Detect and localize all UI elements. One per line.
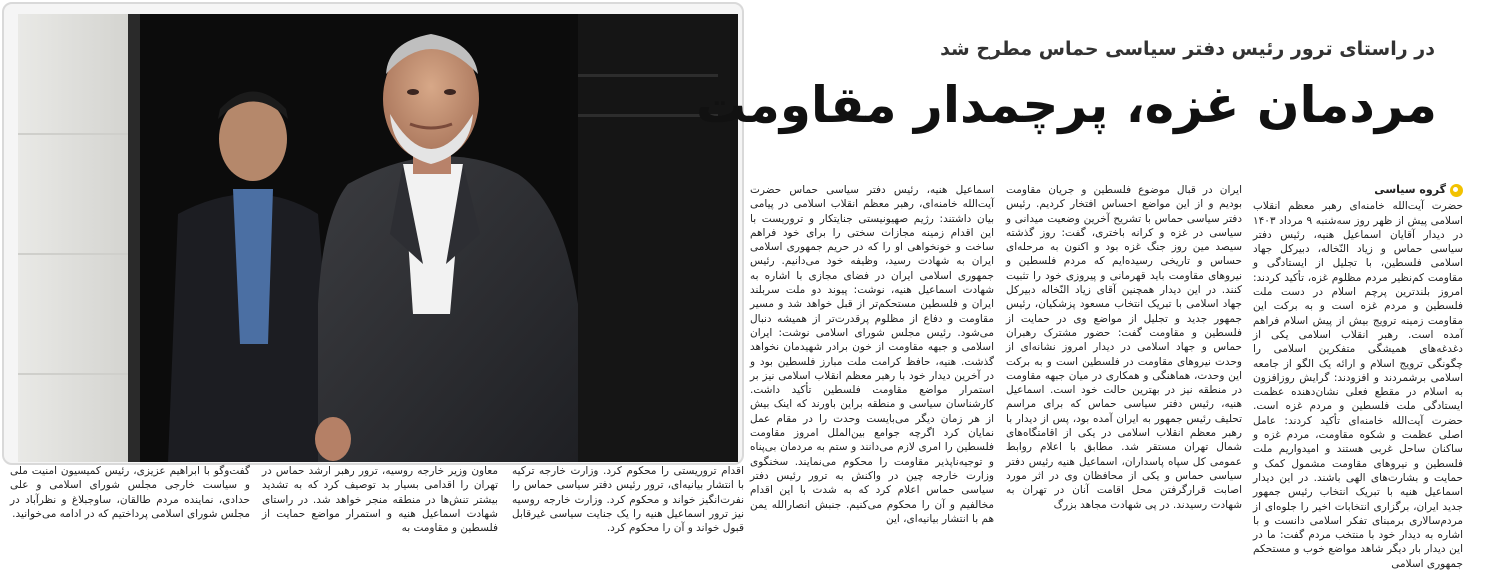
column-3-text: اسماعیل هنیه، رئیس دفتر سیاسی حماس حضرت آیت‌الله خامنه‌ای، رهبر معظم انقلاب اسلامی در پیامی بیان داشتند: رژیم صهیونیستی جنایتکار و تروریست با این اقدام زمینه مجازات سختی را برای خود فراهم ساخت و خونخواهی او را که در حریم جمهوری اسلامی ایران به شهادت رسید، وظیفه خود می‌دانیم. رئیس جمهوری اسلامی ایران در فضای مجازی با اشاره به شهادت اسماعیل هنیه، نوشت: پیوند دو ملت سربلند ایران و فلسطین مستحکم‌تر از قبل خواهد شد و مسیر مقاومت و دفاع از مظلوم پرقدرت‌تر از همیشه دنبال می‌شود. رئیس مجلس شورای اسلامی نوشت: ایران اسلامی و جبهه مقاومت از خون برادر شهیدمان نخواهد گذشت. هنیه، حافظ کرامت ملت مبارز فلسطین بود و در آخرین دیدار خود با رهبر معظم انقلاب اسلامی نیز بر استمرار مواضع مقاومت فلسطین تأکید داشت. کارشناسان سیاسی و منطقه براین باورند که اینک بیش از هر زمان دیگر می‌بایست وحدت را در مقام عمل نمایان کرد اگرچه جوامع بین‌الملل امروز مقاومت فلسطین را امری لازم می‌دانند و ستم به مردمان بی‌پناه و توجیه‌ناپذیر مقاومت را محکوم می‌نمایند. سخنگوی وزارت خارجه چین در واکنش به ترور رئیس دفتر سیاسی حماس اعلام کرد که به شدت با این اقدام مخالفیم و آن را محکوم می‌کنیم. جنبش انصارالله یمن هم با انتشار بیانیه‌ای، این bbox=[750, 184, 994, 525]
column-1-text: حضرت آیت‌الله خامنه‌ای رهبر معظم انقلاب اسلامی پیش از ظهر روز سه‌شنبه ۹ مرداد ۱۴۰۳ در دیدار آقایان اسماعیل هنیه، رئیس دفتر سیاسی حماس و زیاد النّخاله، دبیرکل جهاد اسلامی فلسطین، با تجلیل از ایستادگی و مقاومت کم‌نظیر مردم مظلوم غزه، تأکید کردند: امروز بلندترین پرچم اسلام در دست ملت فلسطین و مردم غزه است و به برکت این مقاومت زمینه ترویج بیش از پیش اسلام فراهم آمده است. رهبر انقلاب اسلامی یکی از دغدغه‌های همیشگی متفکرین اسلامی را چگونگی ترویج اسلام و ارائه یک الگو از جامعه اسلامی برشمردند و افزودند: گرایش روزافزون به اسلام در مقطع فعلی نشان‌دهنده عظمت ایستادگی ملت فلسطین و مردم غزه است. حضرت آیت‌الله خامنه‌ای تأکید کردند: عامل اصلی عظمت و شکوه مقاومت، مردم غزه و ساکنان ساحل غربی هستند و امیدواریم ملت فلسطین و نیروهای مقاومت مشمول کمک و حمایت و بشارت‌های الهی باشند. در این دیدار اسماعیل هنیه با تبریک انتخاب رئیس جمهور جدید ایران، برگزاری انتخابات اخیر را جلوه‌ای از مردم‌سالاری برمبنای تفکر اسلامی دانست و با اشاره به دیدار خود با منتخب مردم گفت: ما در این دیدار بار دیگر شاهد مواضع خوب و مستحکم جمهوری اسلامی bbox=[1253, 200, 1463, 570]
column-2-text: ایران در قبال موضوع فلسطین و جریان مقاومت بودیم و از این مواضع احساس افتخار کردیم. رئیس دفتر سیاسی حماس با تشریح آخرین وضعیت میدانی و سیاسی در غزه و کرانه باختری، گفت: روز گذشته سیصد مین روز جنگ غزه بود و اکنون به مرحله‌ای حساس و تاریخی رسیده‌ایم که مردم فلسطین و نیروهای مقاومت باید قهرمانی و پیروزی خود را تثبیت کنند. در این دیدار همچنین آقای زیاد النّخاله دبیرکل جهاد اسلامی با تبریک انتخاب مسعود پزشکیان، رئیس جمهور جدید و تجلیل از مواضع وی در حمایت از فلسطین و مقاومت گفت: حضور مشترک رهبران حماس و جهاد اسلامی در دیدار امروز نشانه‌ای از وحدت نیروهای مقاومت در فلسطین است و به برکت این وحدت، هماهنگی و همکاری در میان جبهه مقاومت در منطقه نیز در بهترین حالت خود است. اسماعیل هنیه، رئیس دفتر سیاسی حماس که برای مراسم تحلیف رئیس جمهور به ایران آمده بود، پس از دیدار با رهبر معظم انقلاب اسلامی در یکی از اقامتگاه‌های شمال تهران مستقر شد. مطابق با اعلام روابط عمومی کل سپاه پاسداران، اسماعیل هنیه رئیس دفتر سیاسی حماس و یکی از محافظان وی در اثر مورد اصابت قرارگرفتن محل اقامت آنان در تهران به شهادت رسیدند. در پی شهادت مجاهد بزرگ bbox=[1006, 184, 1242, 511]
article-photo bbox=[18, 14, 738, 462]
bottom-column-2: معاون وزیر خارجه روسیه، ترور رهبر ارشد حماس در تهران را اقدامی بسیار بد توصیف کرد که به تشدید بیشتر تنش‌ها در منطقه منجر خواهد شد. در راستای شهادت اسماعیل هنیه و استمرار مواضع حمایت از فلسطین و مقاومت به bbox=[262, 465, 498, 535]
article-column-2 bbox=[1006, 183, 1242, 549]
article-kicker: در راستای ترور رئیس دفتر سیاسی حماس مطرح شد bbox=[940, 38, 1435, 60]
byline bbox=[1253, 183, 1463, 197]
byline-text: گروه سیاسی bbox=[1374, 183, 1446, 196]
publisher-logo-icon bbox=[1450, 184, 1463, 197]
photo-frame bbox=[2, 2, 744, 465]
article-column-1 bbox=[1253, 183, 1463, 570]
article-headline: مردمان غزه، پرچمدار مقاومت bbox=[695, 76, 1437, 134]
bottom-column-3: گفت‌وگو با ابراهیم عزیزی، رئیس کمیسیون امنیت ملی و سیاست خارجی مجلس شورای اسلامی و علی حدادی، نماینده مردم طالقان، ساوجبلاغ و نظرآباد در مجلس شورای اسلامی پرداختیم که در ادامه می‌خوانید. bbox=[10, 465, 250, 520]
article-column-3 bbox=[750, 183, 994, 549]
haniyeh-photo-illustration bbox=[18, 14, 738, 462]
bottom-column-1: اقدام تروریستی را محکوم کرد. وزارت خارجه ترکیه با انتشار بیانیه‌ای، ترور رئیس دفتر سیاسی حماس را نفرت‌انگیز خواند و محکوم کرد. وزارت خارجه روسیه نیز ترور اسماعیل هنیه را یک جنایت سیاسی غیرقابل قبول خواند و آن را محکوم کرد. bbox=[512, 465, 744, 535]
